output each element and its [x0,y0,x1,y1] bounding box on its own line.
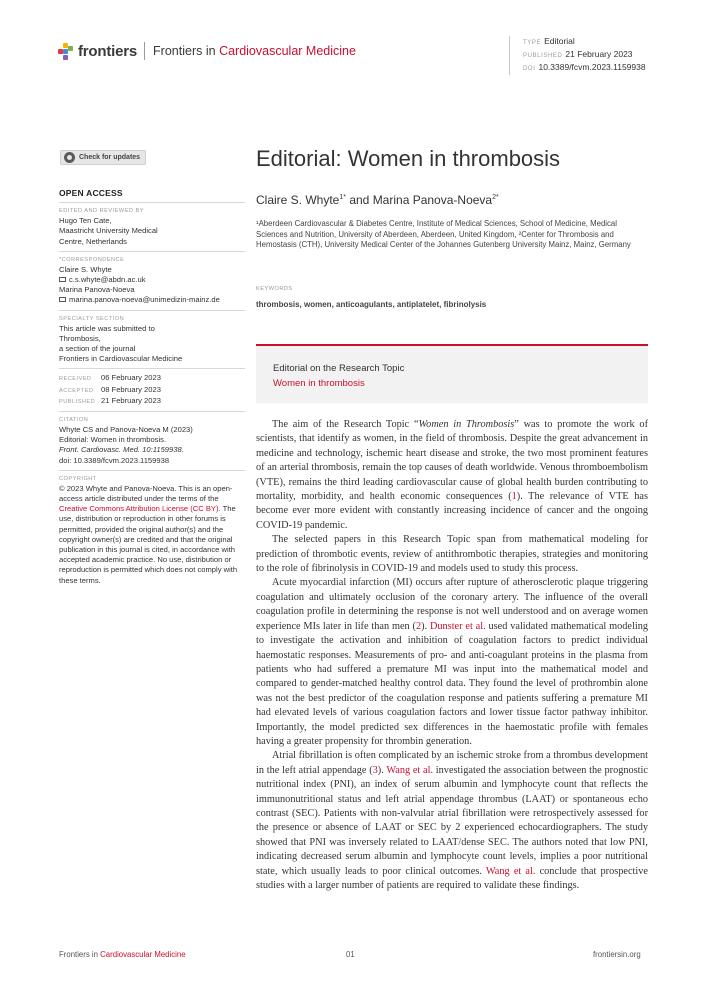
article-body [256,418,648,893]
sidebar [59,188,245,594]
cc-by-license-link[interactable]: Creative Commons Attribution License (CC BY) [59,504,219,514]
mail-icon [59,297,66,302]
email-link-whyte[interactable]: c.s.whyte@abdn.ac.uk [69,275,146,285]
footer-journal: Frontiers in Cardiovascular Medicine [59,950,186,959]
author-list: Claire S. Whyte$^{1*}$ and Marina Panova-Noeva$^{2*}$ [256,193,499,207]
editor-section: EDITED AND REVIEWED BY Hugo Ten Cate, Maastricht University Medical Centre, Netherlands [59,207,245,252]
article-meta: TYPE Editorial PUBLISHED 21 February 2023 DOI 10.3389/fcvm.2023.1159938 [509,36,646,75]
keywords: thrombosis, women, anticoagulants, antiplatelet, fibrinolysis [256,300,487,309]
mail-icon [59,277,66,282]
dates-section: RECEIVED 06 February 2023 ACCEPTED 08 February 2023 PUBLISHED 21 February 2023 [59,373,245,412]
paragraph: The aim of the Research Topic “Women in Thrombosis” was to promote the work of scientists, that identify as women, in the field of thrombosis. Despite the great advancement in medicine and technology, ischemic heart disease and stroke, the two most prominent features of an arterial thrombosis, remain the top causes of death worldwide. Venous thromboembolism (VTE), remains the third leading cardiovascular cause of global health burden contributing to mortality, morbidity, and health economic consequences (1). The relevance of VTE has become ever more evident with constantly increasing incidence of cancer and the ongoing COVID-19 pandemic. [256,419,649,531]
research-topic-heading: Editorial on the Research Topic [273,363,405,374]
article-type: Editorial [544,36,575,46]
research-topic-box [256,344,648,403]
author-whyte[interactable]: Claire S. Whyte [256,193,340,207]
page-number: 01 [346,950,355,959]
citation-section: CITATION Whyte CS and Panova-Noeva M (2023) Editorial: Women in thrombosis. Front. Cardiovasc. Med. 10:1159938. doi: 10.3389/fcvm.2023.1159938 [59,416,245,471]
published-date: 21 February 2023 [565,49,633,59]
wang-article-link[interactable]: Wang et al. [386,764,434,776]
frontiers-mark-icon [58,42,74,60]
frontiers-logo[interactable] [58,42,356,60]
article-title: Editorial: Women in thrombosis [256,146,561,171]
logo-wordmark: frontiers [78,42,138,60]
journal-name: Frontiers in Cardiovascular Medicine [153,44,356,58]
paragraph: The selected papers in this Research Topic span from mathematical modeling for prediction of thrombotic events, review of antithrombotic therapies, strategies and monitoring to the role of fibrinolysis in COVID-19 and models used to study this process. [256,534,648,575]
paragraph: Atrial fibrillation is often complicated by an ischemic stroke from a thrombus development in the left atrial appendage (3). Wang et al. investigated the association between the prognostic nutritional index (PNI), an index of serum albumin and lymphocyte count that reflects the immunonutritional status and left atrial appendage thrombus (LAAT) or spontaneous echo contrast (SEC). Patients with non-valvular atrial fibrillation were retrospectively assessed for the presence or absence of LAAT or SEC by 2 experienced echocardiographers. The study showed that PNI was inversely related to LAAT/dense SEC. The authors noted that low PNI, indicating decreased serum albumin and lymphocyte count levels, implies a poor nutritional state, which usually leads to poor clinical outcomes. Wang et al. conclude that prospective studies with a larger number of patients are required to validate these findings. [256,750,648,891]
reference-link[interactable]: 1 [511,491,517,503]
doi-link[interactable]: 10.3389/fcvm.2023.1159938 [538,62,646,72]
dunster-article-link[interactable]: Dunster et al. [429,620,486,632]
frontiersin-link[interactable]: frontiersin.org [593,950,641,959]
copyright-section: COPYRIGHT © 2023 Whyte and Panova-Noeva. This is an open-access article distributed under the terms of the Creative Commons Attribution License (CC BY). The use, distribution or reproduction in other forums is permitted, provided the original author(s) and the copyright owner(s) are credited and that the original publication in this journal is cited, in accordance with accepted academic practice. No use, distribution or reproduction is permitted which does not comply with these terms. [59,475,238,585]
paragraph: Acute myocardial infarction (MI) occurs after rupture of atherosclerotic plaque triggering coagulation and ultimately occlusion of the coronary artery. The influence of the overall coagulation profile in determining the response is not well understood and on average women experience MIs later in life than men (2). Dunster et al. used validated mathematical modeling to investigate the activation and inhibition of coagulation factors to predict individual haemostatic responses. Measurements of pro- and anti-coagulant proteins in the plasma from patients who had suffered a premature MI was input into the mathematical model and compared to gender-matched healthy control data. They found the level of prothrombin alone was not the best predictor of the coagulation response and patients suffering a premature MI had elevated levels of various coagulation factors and lower tissue factor pathway inhibitor. Importantly, the model predicted sex differences in the haemostatic profile with females having a greater propensity for thrombin generation. [256,577,648,747]
logo-divider [144,42,145,60]
update-check-icon [64,152,75,163]
correspondence-section: *CORRESPONDENCE Claire S. Whyte c.s.whyte@abdn.ac.uk Marina Panova-Noeva marina.panova-noeva@unimedizin-mainz.de [59,256,245,311]
research-topic-link[interactable]: Women in thrombosis [273,378,365,389]
email-link-panova[interactable]: marina.panova-noeva@unimedizin-mainz.de [69,295,220,305]
wang-article-link[interactable]: Wang et al. [485,865,536,877]
open-access-label: OPEN ACCESS [59,188,245,203]
keywords-label: KEYWORDS [256,286,293,292]
specialty-section: SPECIALTY SECTION This article was submitted to Thrombosis, a section of the journal Frontiers in Cardiovascular Medicine [59,315,245,370]
check-for-updates-button[interactable]: Check for updates [60,150,146,165]
author-panova-noeva[interactable]: Marina Panova-Noeva [372,193,493,207]
reference-link[interactable]: 2 [415,620,422,632]
reference-link[interactable]: 3 [372,764,378,776]
affiliations: ¹Aberdeen Cardiovascular & Diabetes Centre, Institute of Medical Sciences, School of Medicine, Medical Sciences and Nutrition, University of Aberdeen, Aberdeen, United Kingdom, ²Center for Thrombosis and Hemostasis (CTH), University Medical Center of the Johannes Gutenberg University Mainz, Mainz, Germany [256,219,631,249]
